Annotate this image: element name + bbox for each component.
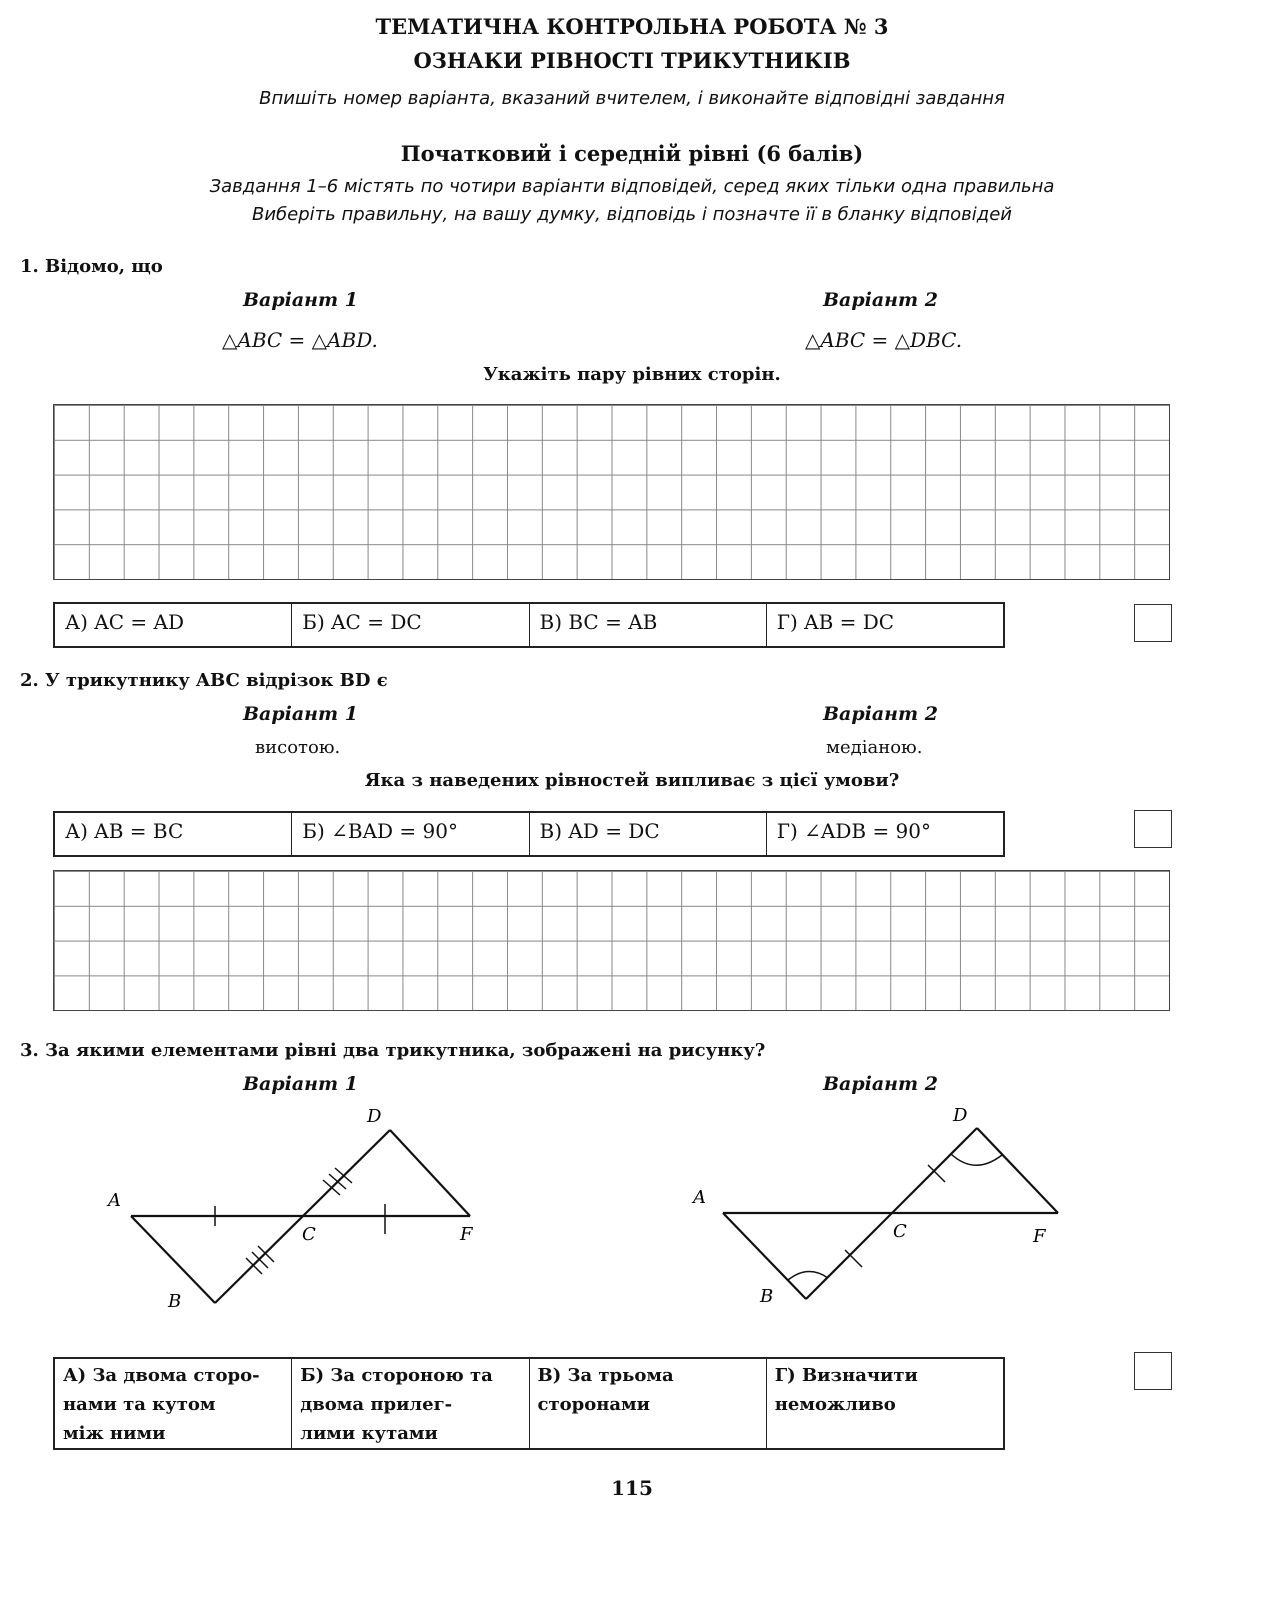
q1-variant-2: Варіант 2 [823,289,938,311]
fig2-label-b: B [760,1286,774,1307]
q2-answer-a[interactable]: А) AB = BC [55,813,292,855]
q3-variant-1: Варіант 1 [243,1073,358,1095]
q1-v1-condition: △ABC = △ABD. [222,328,378,352]
fig2-label-a: A [693,1187,706,1208]
fig2-label-d: D [953,1105,968,1126]
q3-text: 3. За якими елементами рівні два трикутника, зображені на рисунку? [20,1040,766,1061]
fig1-label-f: F [460,1224,473,1245]
q2-v1-condition: висотою. [255,737,341,758]
fig1-label-c: C [302,1224,316,1245]
q2-question: Яка з наведених рівностей випливає з цієї умови? [364,770,900,791]
q1-variant-1: Варіант 1 [243,289,358,311]
fig1-label-b: B [168,1291,182,1312]
q1-text: 1. Відомо, що [20,256,163,277]
fig2-label-f: F [1033,1226,1046,1247]
section-note-1: Завдання 1–6 містять по чотири варіанти відповідей, серед яких тільки одна правильна [209,176,1055,197]
q2-variant-1: Варіант 1 [243,703,358,725]
q2-text: 2. У трикутнику ABC відрізок BD є [20,670,388,691]
q1-answer-d[interactable]: Г) AB = DC [776,610,895,634]
q2-variant-2: Варіант 2 [823,703,938,725]
page-subtitle: ОЗНАКИ РІВНОСТІ ТРИКУТНИКІВ [413,48,851,73]
q2-v2-condition: медіаною. [826,737,923,758]
q3-answers [53,1357,1005,1450]
fig2-label-c: C [893,1221,907,1242]
q2-answer-d[interactable]: Г) ∠ADB = 90° [776,819,932,843]
q3-answer-c[interactable]: В) За трьома сторонами [530,1359,767,1448]
q2-answer-c[interactable]: В) AD = DC [530,813,767,855]
page-title: ТЕМАТИЧНА КОНТРОЛЬНА РОБОТА № 3 [375,14,889,39]
q3-answer-d[interactable]: Г) Визначити неможливо [774,1365,918,1415]
q3-answer-a[interactable]: А) За двома сторо- нами та кутом між ними [55,1359,292,1448]
page-number: 115 [611,1476,653,1500]
section-note-2: Виберіть правильну, на вашу думку, відповідь і позначте її в бланку відповідей [252,204,1012,225]
instruction: Впишіть номер варіанта, вказаний вчителем, і виконайте відповідні завдання [259,88,1005,109]
q1-answer-b[interactable]: Б) AC = DC [292,604,529,646]
q3-answer-b[interactable]: Б) За стороною та двома прилег- лими кутами [292,1359,529,1448]
section-title: Початковий і середній рівні (6 балів) [400,141,864,166]
q1-answer-c[interactable]: В) BC = AB [530,604,767,646]
fig1-label-a: A [108,1190,121,1211]
fig1-label-d: D [367,1106,382,1127]
q1-answer-a[interactable]: А) AC = AD [55,604,292,646]
q3-answer-box[interactable] [1134,1352,1172,1390]
figure-variant-2 [723,1128,1058,1299]
figure-variant-1 [131,1130,470,1303]
q1-question: Укажіть пару рівних сторін. [483,364,781,385]
q3-variant-2: Варіант 2 [823,1073,938,1095]
q2-answer-b[interactable]: Б) ∠BAD = 90° [292,813,529,855]
q1-v2-condition: △ABC = △DBC. [805,328,963,352]
